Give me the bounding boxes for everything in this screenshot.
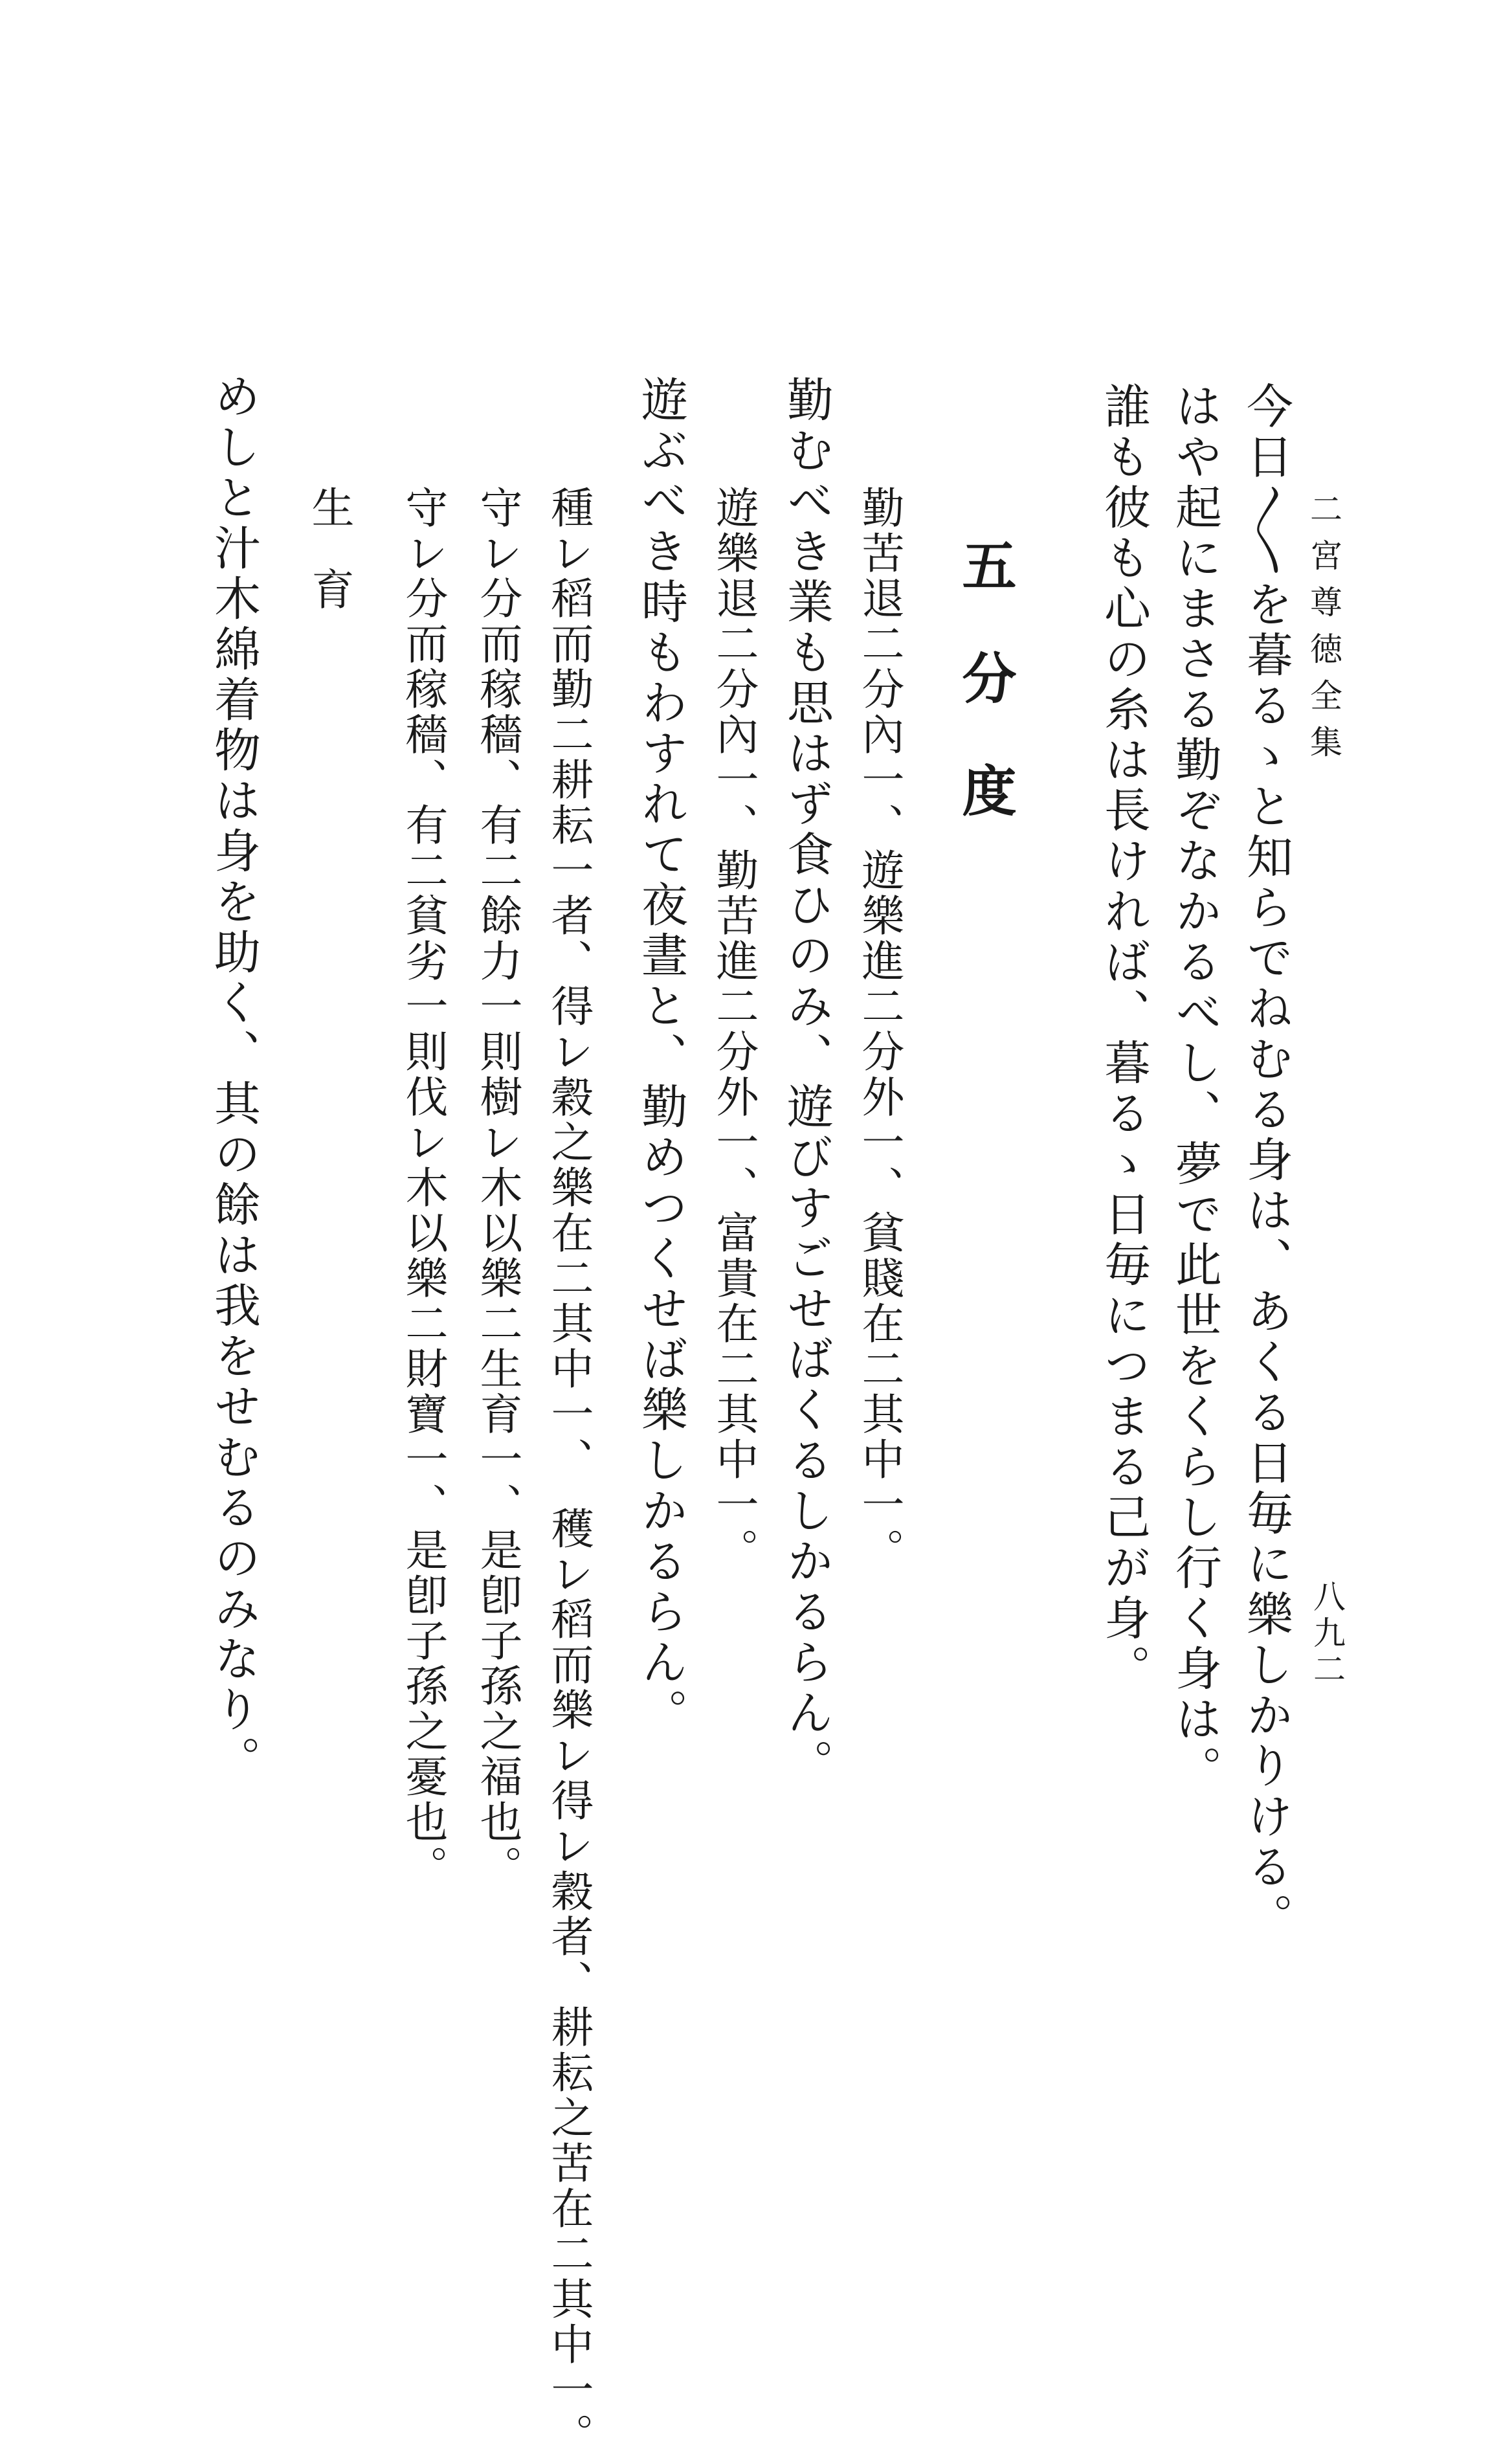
poem-line-2: はや起にまさる勤ぞなかるべし、夢で此世をくらし行く身は。: [1168, 382, 1222, 1796]
book-title: 二宮尊徳全集: [1305, 492, 1342, 772]
kanbun-line-3: 種レ稻而勤二耕耘一者、得レ穀之樂在二其中一、 穫レ稻而樂レ得レ穀者、耕耘之苦在二其中一。: [544, 486, 594, 2458]
poem-line-4: 勤むべき業も思はず食ひのみ、遊びすごせばくるしかるらん。: [779, 375, 834, 1789]
poem-line-5: 遊ぶべき時もわすれて夜晝と、勤めつくせば樂しかるらん。: [634, 375, 688, 1739]
page-number: 八九二: [1308, 1580, 1346, 1688]
section-heading: 五分度: [953, 537, 1017, 875]
kanbun-line-1: 勤苦退二分內一、遊樂進二分外一、貧賤在二其中一。: [854, 486, 904, 1573]
poem-line-6: めしと汁木綿着物は身を助く、其の餘は我をせむるのみなり。: [206, 372, 261, 1786]
subsection-heading: 生育: [304, 486, 354, 649]
poem-line-3: 誰も彼も心の糸は長ければ、暮るゝ日毎につまる己が身。: [1096, 382, 1151, 1695]
kanbun-line-2: 遊樂退二分內一、勤苦進二分外一、富貴在二其中一。: [709, 486, 759, 1573]
kanbun-line-4: 守レ分而稼穡、有二餘力一則樹レ木以樂二生育一、是卽子孫之福也。: [472, 486, 522, 1890]
kanbun-line-5: 守レ分而稼穡、有二貧劣一則伐レ木以樂二財寶一、是卽子孫之憂也。: [398, 486, 448, 1890]
poem-line-1: 今日〳〵を暮るゝと知らでねむる身は、あくる日毎に樂しかりける。: [1239, 382, 1293, 1943]
